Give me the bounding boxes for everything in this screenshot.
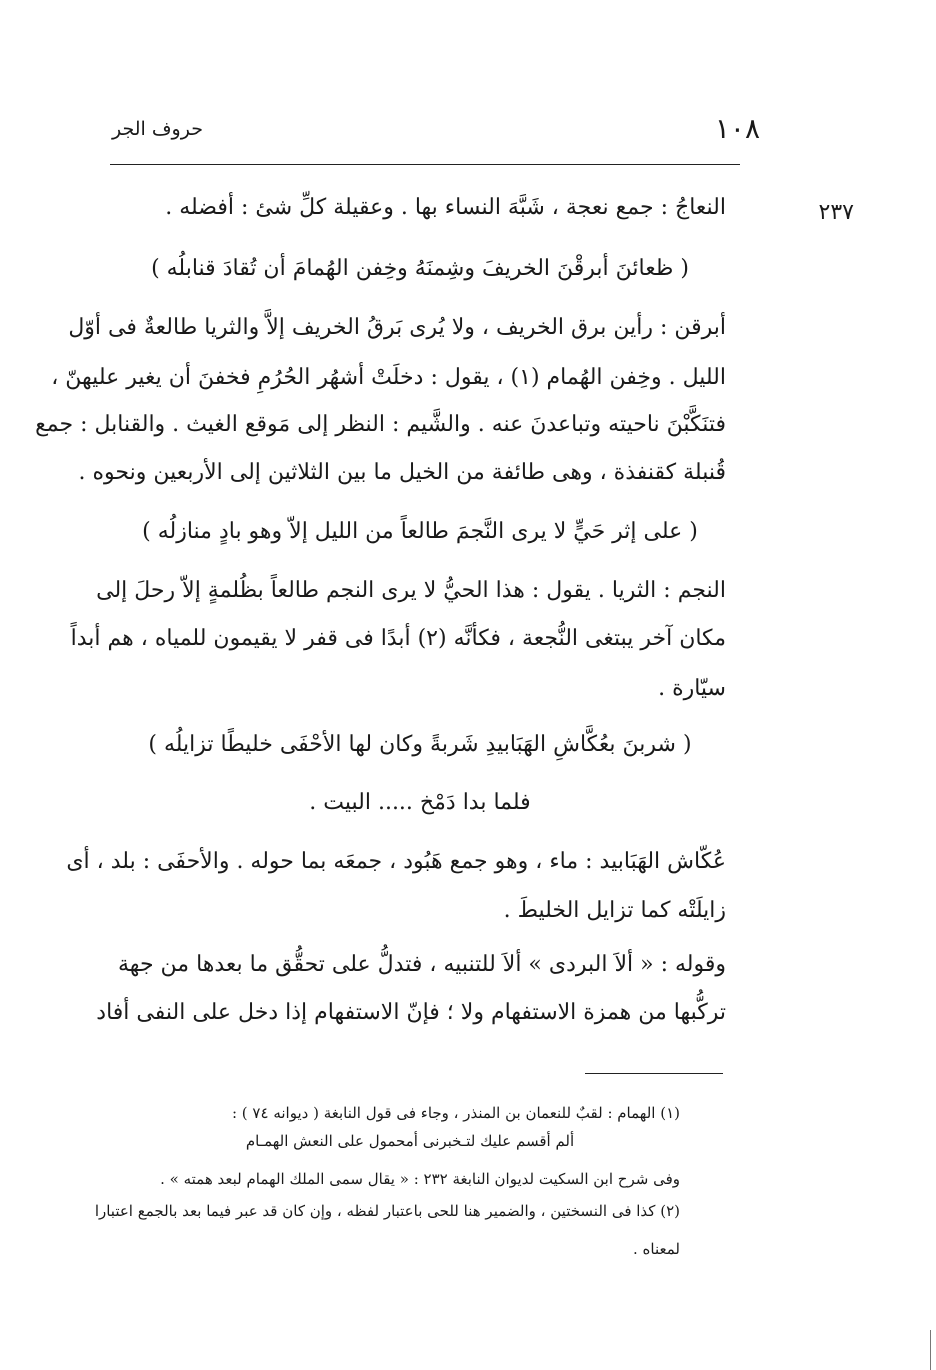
text-line: عُكّاش الهَبَابيد : ماء ، وهو جمع هَبُود ، جمعَه بما حوله . والأحفَى : بلد ، أى	[66, 849, 726, 874]
margin-reference-number: ٢٣٧	[818, 200, 854, 225]
page-number: ١٠٨	[714, 112, 760, 145]
text-line: الليل . وخِفن الهُمام (١) ، يقول : دخلَتْ أشهُر الحُرُمِ فخفنَ أن يغير عليهنّ ،	[51, 365, 726, 390]
footnote-line: (٢) كذا فى النسختين ، والضمير هنا للحى باعتبار لفظه ، وإن كان قد عبر فيما بعد بالجمع اعتبارا	[94, 1202, 680, 1220]
verse-line: ( على إثر حَيٍّ لا يرى النَّجمَ طالعاً من الليل إلاّ وهو بادٍ منازلُه )	[142, 519, 698, 544]
text-line: أبرقن : رأين برق الخريف ، ولا يُرى بَرقُ الخريف إلاَّ والثريا طالعةٌ فى أوّل	[68, 315, 726, 340]
text-line: مكان آخر يبتغى النُّجعة ، فكأنَّه (٢) أبدًا فى قفر لا يقيمون للمياه ، هم أبداً	[70, 626, 726, 651]
verse-line: ( ظعائنَ أبرقْنَ الخريفَ وشِمنَهُ وخِفن الهُمامَ أن تُقادَ قنابلُه )	[151, 256, 689, 281]
text-line: زايلَتْه كما تزايل الخليطَ .	[503, 898, 726, 923]
text-line: النعاجُ : جمع نعجة ، شَبَّهَ النساء بها . وعقيلة كلِّ شئ : أفضله .	[165, 195, 726, 220]
footnote-verse-line: ألم أقسم عليك لتـخبرنى أمحمول على النعش الهمـام	[245, 1132, 575, 1150]
verse-line: ( شربنَ بعُكَّاشِ الهَبَابيدِ شَربةً وكان لها الأحْفَى خليطًا تزايلُه )	[148, 732, 692, 757]
scan-edge-mark	[930, 1330, 931, 1370]
footnote-line: (١) الهمام : لقبٌ للنعمان بن المنذر ، وجاء فى قول النابغة ( ديوانه ٧٤ ) :	[231, 1104, 680, 1122]
header-divider	[110, 164, 740, 165]
text-line: وقوله : « ألاَ البردى » ألاَ للتنبيه ، فتدلُّ على تحقُّق ما بعدها من جهة	[118, 952, 726, 977]
running-header-title: حروف الجر	[112, 118, 203, 140]
text-line: تركُّبها من همزة الاستفهام ولا ؛ فإنّ الاستفهام إذا دخل على النفى أفاد	[96, 1000, 726, 1025]
text-line: فتنَكَّبْنَ ناحيته وتباعدنَ عنه . والشَّيم : النظر إلى مَوقع الغيث . والقنابل : جمع	[35, 412, 726, 437]
text-line: النجم : الثريا . يقول : هذا الحيُّ لا يرى النجم طالعاً بظُلمةٍ إلاّ رحلَ إلى	[96, 578, 726, 603]
footnote-line: وفى شرح ابن السكيت لديوان النابغة ٢٣٢ : « يقال سمى الملك الهمام لبعد همته » .	[160, 1170, 680, 1188]
text-line: سيّارة .	[658, 676, 726, 701]
verse-reference-line: فلما بدا دَمْخ ..... البيت .	[309, 790, 531, 815]
text-line: قُنبلة كقنفذة ، وهى طائفة من الخيل ما بين الثلاثين إلى الأربعين ونحوه .	[78, 460, 726, 485]
footnote-line: لمعناه .	[633, 1240, 680, 1258]
footnote-divider	[585, 1073, 723, 1074]
